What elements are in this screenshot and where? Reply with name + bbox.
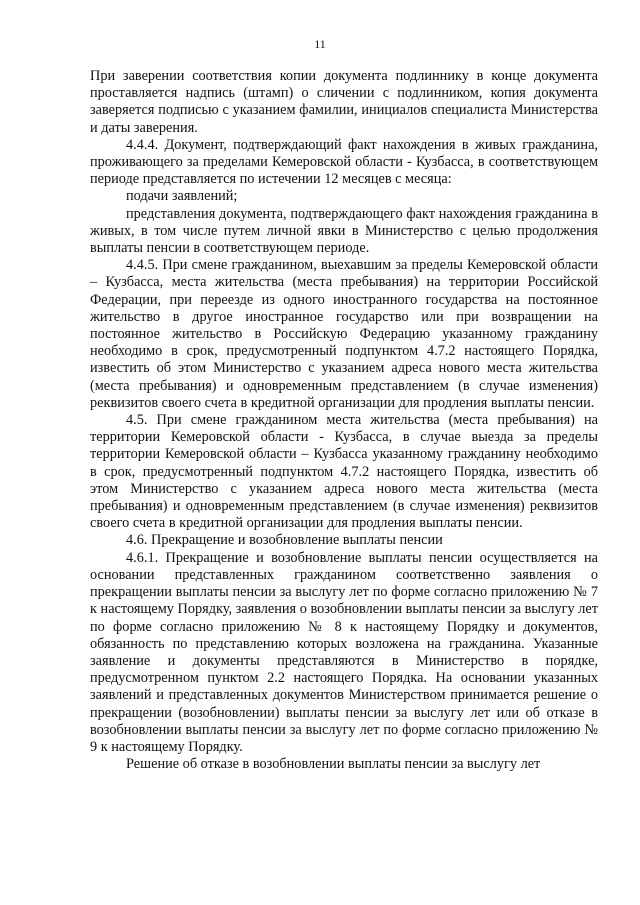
paragraph-proof-of-life: представления документа, подтверждающего факт нахождения гражданина в живых, в том числе путем личной явки в Министерство с целью продолжения выплаты пенсии в соответствующем периоде.	[90, 205, 598, 257]
paragraph-4-4-5: 4.4.5. При смене гражданином, выехавшим за пределы Кемеровской области – Кузбасса, места жительства (места пребывания) на территории Российской Федерации, при переезде из одного иностранного государства на постоянное жительство в другое иностранное государство или при возвращении на постоянное жительство в Российскую Федерацию указанному гражданину необходимо в срок, предусмотренный подпунктом 4.7.2 настоящего Порядка, известить об этом Министерство с указанием адреса нового места жительства (места пребывания) и одновременным представлением (в случае изменения) реквизитов своего счета в кредитной организации для продления выплаты пенсии.	[90, 257, 598, 411]
page-number: 11	[314, 37, 326, 51]
paragraph-4-6-1: 4.6.1. Прекращение и возобновление выплаты пенсии осуществляется на основании представленных гражданином соответственно заявления о прекращении выплаты пенсии за выслугу лет по форме согласно приложению № 7 к настоящему Порядку, заявления о возобновлении выплаты пенсии за выслугу лет по форме согласно приложению № 8 к настоящему Порядку и документов, обязанность по представлению которых возложена на гражданина. Указанные заявление и документы представляются в Министерство в порядке, предусмотренном пунктом 2.2 настоящего Порядка. На основании указанных заявлений и представленных документов Министерством принимается решение о прекращении (возобновлении) выплаты пенсии за выслугу лет или об отказе в возобновлении выплаты пенсии за выслугу лет по форме согласно приложению № 9 к настоящему Порядку.	[90, 549, 598, 755]
paragraph-4-4-4: 4.4.4. Документ, подтверждающий факт нахождения в живых гражданина, проживающего за пределами Кемеровской области - Кузбасса, в соответствующем периоде представляется по истечении 12 месяцев с месяца:	[90, 136, 598, 188]
paragraph-certification: При заверении соответствия копии документа подлиннику в конце документа проставляется надпись (штамп) о сличении с подлинником, копия документа заверяется подписью с указанием фамилии, инициалов специалиста Министерства и даты заверения.	[90, 68, 598, 136]
section-heading-4-6: 4.6. Прекращение и возобновление выплаты пенсии	[126, 532, 443, 549]
paragraph-refusal-decision: Решение об отказе в возобновлении выплаты пенсии за выслугу лет	[126, 756, 541, 773]
body-text	[90, 68, 598, 773]
paragraph-4-5: 4.5. При смене гражданином места жительства (места пребывания) на территории Кемеровской области - Кузбасса, в случае выезда за пределы территории Кемеровской области – Кузбасса указанному гражданину необходимо в срок, предусмотренный подпунктом 4.7.2 настоящего Порядка, известить об этом Министерство с указанием адреса нового места жительства (места пребывания) и одновременным представлением (в случае изменения) реквизитов своего счета в кредитной организации для продления выплаты пенсии.	[90, 412, 598, 532]
paragraph-application-filing: подачи заявлений;	[126, 188, 238, 205]
